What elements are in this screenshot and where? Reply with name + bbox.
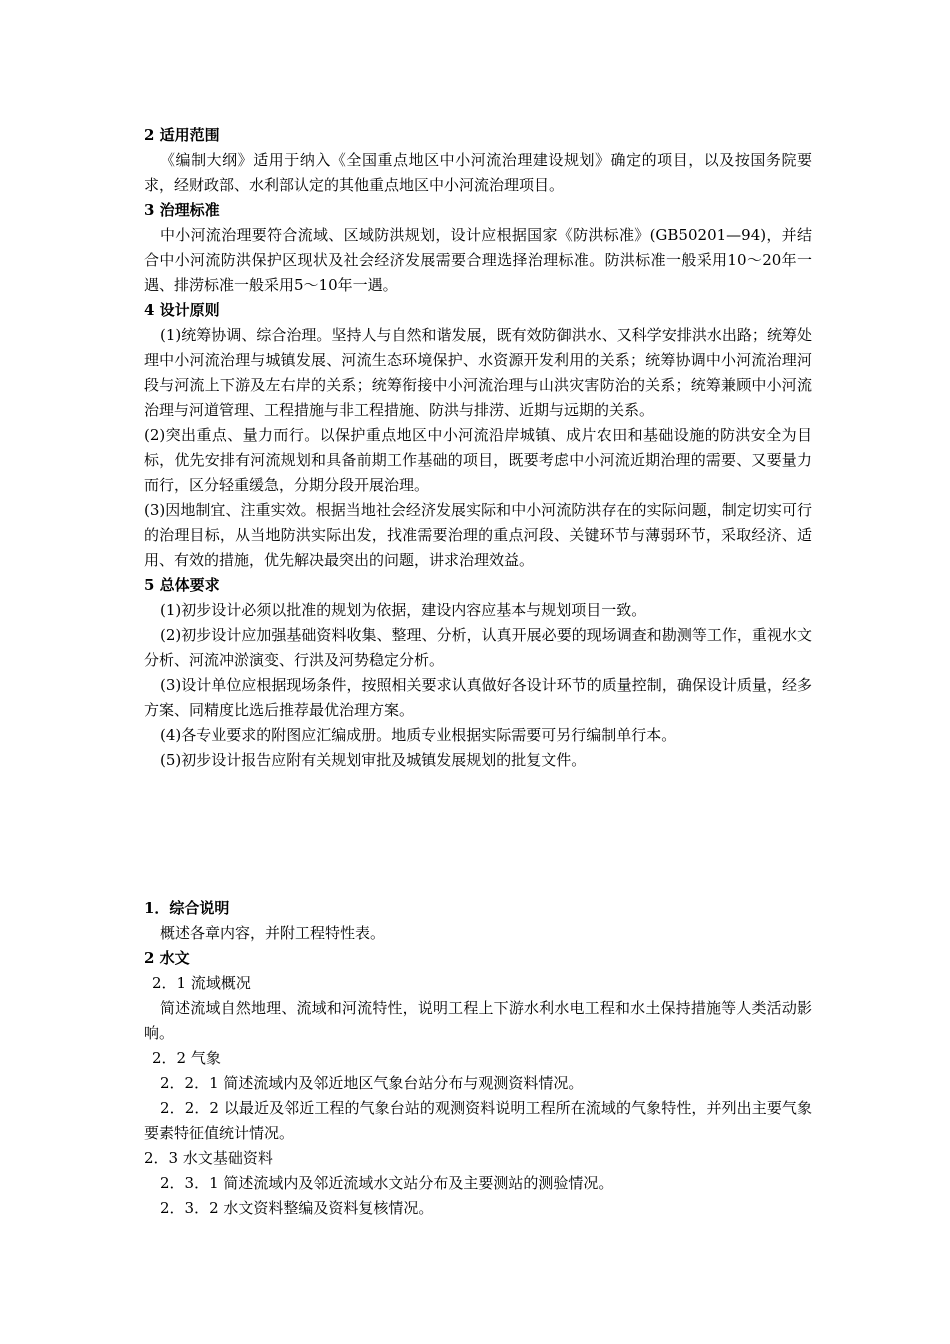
report-contents-section xyxy=(144,896,812,1221)
paragraph-requirement-4: (4)各专业要求的附图应汇编成册。地质专业根据实际需要可另行编制单行本。 xyxy=(160,726,677,744)
paragraph-requirement-3: (3)设计单位应根据现场条件，按照相关要求认真做好各设计环节的质量控制，确保设计质量，经多方案、同精度比选后推荐最优治理方案。 xyxy=(144,676,812,719)
heading-hydrology: 2 水文 xyxy=(144,949,190,967)
subheading-hydrological-data: 2．3 水文基础资料 xyxy=(144,1149,273,1167)
design-outline-section xyxy=(144,123,812,773)
subheading-meteorology: 2．2 气象 xyxy=(152,1049,221,1067)
paragraph-hydrological-data-2: 2．3．2 水文资料整编及资料复核情况。 xyxy=(160,1199,434,1217)
paragraph-meteorology-1: 2．2．1 简述流域内及邻近地区气象台站分布与观测资料情况。 xyxy=(160,1074,584,1092)
paragraph-requirement-5: (5)初步设计报告应附有关规划审批及城镇发展规划的批复文件。 xyxy=(160,751,587,769)
heading-standard: 3 治理标准 xyxy=(144,201,220,219)
paragraph-principle-2: (2)突出重点、量力而行。以保护重点地区中小河流沿岸城镇、成片农田和基础设施的防洪安全为目标，优先安排有河流规划和具备前期工作基础的项目，既要考虑中小河流近期治理的需要、又要量力而行，区分轻重缓急，分期分段开展治理。 xyxy=(144,426,812,494)
heading-general-description: 1．综合说明 xyxy=(144,899,230,917)
paragraph-meteorology-2: 2．2．2 以最近及邻近工程的气象台站的观测资料说明工程所在流域的气象特性，并列出主要气象要素特征值统计情况。 xyxy=(144,1099,812,1142)
paragraph-hydrological-data-1: 2．3．1 简述流域内及邻近流域水文站分布及主要测站的测验情况。 xyxy=(160,1174,614,1192)
heading-scope: 2 适用范围 xyxy=(144,126,220,144)
paragraph-scope: 《编制大纲》适用于纳入《全国重点地区中小河流治理建设规划》确定的项目，以及按国务院要求，经财政部、水利部认定的其他重点地区中小河流治理项目。 xyxy=(144,151,812,194)
paragraph-principle-1: (1)统筹协调、综合治理。坚持人与自然和谐发展，既有效防御洪水、又科学安排洪水出路；统筹处理中小河流治理与城镇发展、河流生态环境保护、水资源开发利用的关系；统筹协调中小河流治理河段与河流上下游及左右岸的关系；统筹衔接中小河流治理与山洪灾害防治的关系；统筹兼顾中小河流治理与河道管理、工程措施与非工程措施、防洪与排涝、近期与远期的关系。 xyxy=(144,326,812,419)
paragraph-principle-3: (3)因地制宜、注重实效。根据当地社会经济发展实际和中小河流防洪存在的实际问题，制定切实可行的治理目标，从当地防洪实际出发，找准需要治理的重点河段、关键环节与薄弱环节，采取经济、适用、有效的措施，优先解决最突出的问题，讲求治理效益。 xyxy=(144,501,812,569)
subheading-basin-overview: 2．1 流域概况 xyxy=(152,974,251,992)
heading-requirements: 5 总体要求 xyxy=(144,576,220,594)
heading-principles: 4 设计原则 xyxy=(144,301,220,319)
paragraph-requirement-2: (2)初步设计应加强基础资料收集、整理、分析，认真开展必要的现场调查和勘测等工作，重视水文分析、河流冲淤演变、行洪及河势稳定分析。 xyxy=(144,626,812,669)
paragraph-requirement-1: (1)初步设计必须以批准的规划为依据，建设内容应基本与规划项目一致。 xyxy=(160,601,647,619)
paragraph-standard: 中小河流治理要符合流域、区域防洪规划，设计应根据国家《防洪标准》(GB50201—94)，并结合中小河流防洪保护区现状及社会经济发展需要合理选择治理标准。防洪标准一般采用10～20年一遇、排涝标准一般采用5～10年一遇。 xyxy=(144,226,812,294)
paragraph-basin-overview: 简述流域自然地理、流域和河流特性，说明工程上下游水利水电工程和水土保持措施等人类活动影响。 xyxy=(144,999,812,1042)
paragraph-general-description: 概述各章内容，并附工程特性表。 xyxy=(160,924,386,942)
